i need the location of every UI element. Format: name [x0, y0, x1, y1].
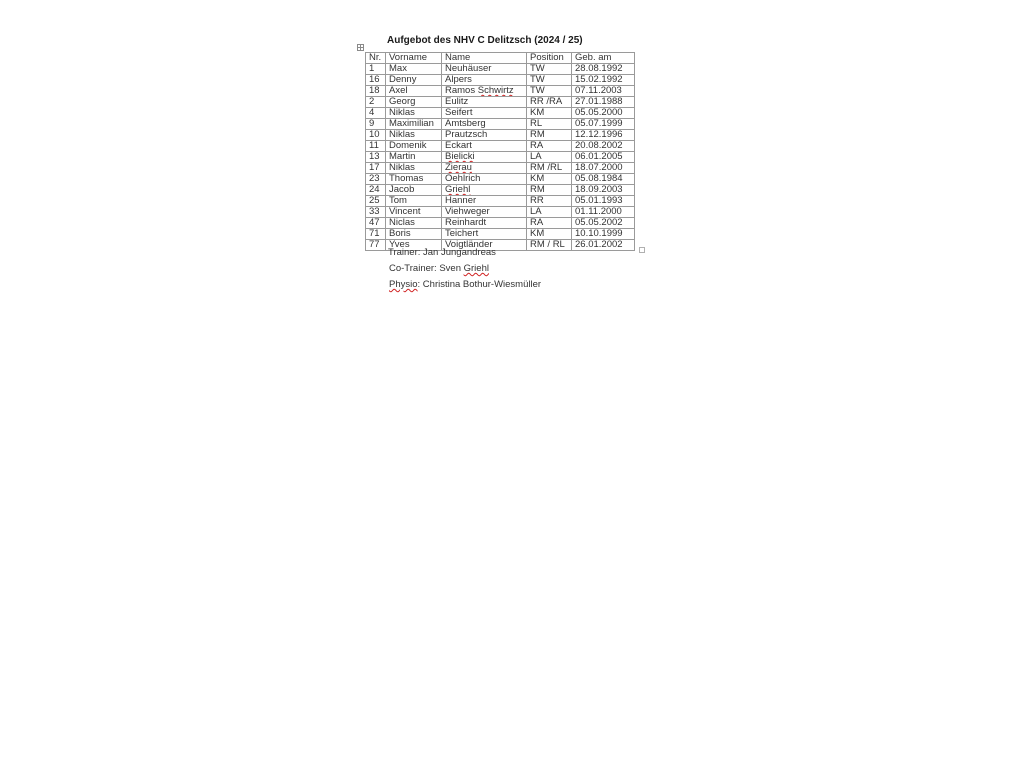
cell-vorname [386, 108, 442, 119]
physio-name: : Christina Bothur-Wiesmüller [417, 279, 542, 290]
cell-position [527, 152, 572, 163]
cell-text: Max [389, 63, 407, 74]
cell-text: TW [530, 74, 545, 85]
cell-text: Georg [389, 96, 416, 107]
cell-name [442, 229, 527, 240]
cell-text: 28.08.1992 [575, 63, 623, 74]
table-row [366, 86, 635, 97]
cell-position [527, 240, 572, 251]
cell-name [442, 163, 527, 174]
table-header-row [366, 53, 635, 64]
header-geb-am: Geb. am [572, 53, 635, 64]
cell-vorname [386, 163, 442, 174]
cell-name [442, 152, 527, 163]
cell-position [527, 75, 572, 86]
table-row [366, 141, 635, 152]
cell-nr [366, 240, 386, 251]
cell-text: RR [530, 195, 544, 206]
table-row [366, 130, 635, 141]
cell-nr [366, 218, 386, 229]
table-row [366, 152, 635, 163]
cell-text: Niklas [389, 162, 415, 173]
cell-text: 05.07.1999 [575, 118, 623, 129]
cell-nr [366, 207, 386, 218]
cell-nr [366, 119, 386, 130]
table-row [366, 97, 635, 108]
cell-text: 77 [369, 239, 380, 250]
cell-text: 24 [369, 184, 380, 195]
cell-geb-am [572, 240, 635, 251]
cell-text: 10.10.1999 [575, 228, 623, 239]
cell-name [442, 207, 527, 218]
table-row [366, 108, 635, 119]
cell-text: 11 [369, 140, 379, 151]
cell-vorname [386, 75, 442, 86]
cell-geb-am [572, 108, 635, 119]
cell-name [442, 64, 527, 75]
cell-text: Seifert [445, 107, 473, 118]
cell-position [527, 108, 572, 119]
document-title: Aufgebot des NHV C Delitzsch (2024 / 25) [387, 35, 583, 46]
cell-text: Axel [389, 85, 408, 96]
cell-vorname [386, 130, 442, 141]
cell-vorname [386, 141, 442, 152]
cell-position [527, 141, 572, 152]
cell-geb-am [572, 196, 635, 207]
cell-name [442, 218, 527, 229]
roster-table [365, 52, 635, 251]
cell-text: 18 [369, 85, 380, 96]
cell-nr [366, 174, 386, 185]
table-row [366, 163, 635, 174]
cell-position [527, 196, 572, 207]
cell-text: Tom [389, 195, 407, 206]
cell-vorname [386, 196, 442, 207]
cell-text: Jacob [389, 184, 415, 195]
cell-position [527, 218, 572, 229]
cell-name [442, 130, 527, 141]
cell-text: Ramos Schwirtz [445, 85, 514, 96]
cell-geb-am [572, 218, 635, 229]
cell-text: 13 [369, 151, 380, 162]
cell-geb-am [572, 97, 635, 108]
cell-text: KM [530, 173, 545, 184]
cell-text: 12.12.1996 [575, 129, 623, 140]
cell-vorname [386, 229, 442, 240]
cell-vorname [386, 97, 442, 108]
table-resize-handle-icon[interactable] [639, 247, 645, 253]
cell-name [442, 196, 527, 207]
cell-text: 07.11.2003 [575, 85, 622, 96]
table-body [366, 64, 635, 251]
cell-text: RM [530, 129, 545, 140]
co-trainer-surname: Griehl [463, 263, 489, 274]
cell-text: Oehlrich [445, 173, 481, 184]
table-move-handle-icon[interactable] [357, 44, 364, 51]
cell-vorname [386, 218, 442, 229]
cell-vorname [386, 152, 442, 163]
table-row [366, 207, 635, 218]
table-row [366, 229, 635, 240]
cell-geb-am [572, 86, 635, 97]
cell-name [442, 174, 527, 185]
cell-geb-am [572, 152, 635, 163]
cell-text: 9 [369, 118, 375, 129]
table-row [366, 196, 635, 207]
cell-geb-am [572, 185, 635, 196]
cell-name [442, 141, 527, 152]
header-nr: Nr. [366, 53, 386, 64]
co-trainer-line [389, 263, 489, 274]
header-name: Name [442, 53, 527, 64]
cell-geb-am [572, 75, 635, 86]
cell-text: RA [530, 217, 544, 228]
cell-geb-am [572, 119, 635, 130]
cell-text: Griehl [445, 184, 471, 195]
cell-nr [366, 75, 386, 86]
cell-nr [366, 130, 386, 141]
trainer-line: Trainer: Jan Jungandreas [388, 247, 496, 258]
cell-text: TW [530, 85, 545, 96]
table-row [366, 218, 635, 229]
cell-text: Vincent [389, 206, 421, 217]
cell-nr [366, 196, 386, 207]
cell-text: Niklas [389, 129, 415, 140]
cell-text: 16 [369, 74, 380, 85]
cell-text: 20.08.2002 [575, 140, 623, 151]
cell-text: Prautzsch [445, 129, 488, 140]
cell-text: LA [530, 151, 542, 162]
cell-vorname [386, 64, 442, 75]
cell-position [527, 64, 572, 75]
cell-text: Alpers [445, 74, 472, 85]
cell-vorname [386, 185, 442, 196]
cell-text: 05.01.1993 [575, 195, 623, 206]
cell-text: Martin [389, 151, 416, 162]
cell-text: 2 [369, 96, 375, 107]
cell-text: 18.07.2000 [575, 162, 623, 173]
cell-position [527, 130, 572, 141]
cell-vorname [386, 174, 442, 185]
cell-position [527, 163, 572, 174]
cell-vorname [386, 119, 442, 130]
cell-text: RL [530, 118, 543, 129]
table-row [366, 174, 635, 185]
cell-name [442, 119, 527, 130]
cell-geb-am [572, 64, 635, 75]
cell-nr [366, 64, 386, 75]
cell-geb-am [572, 229, 635, 240]
cell-text: 47 [369, 217, 380, 228]
cell-position [527, 174, 572, 185]
cell-text: RM [530, 184, 545, 195]
cell-geb-am [572, 163, 635, 174]
cell-text: 27.01.1988 [575, 96, 623, 107]
cell-text: Viehweger [445, 206, 490, 217]
cell-text: KM [530, 107, 545, 118]
cell-text: Zierau [445, 162, 472, 173]
cell-text: Neuhäuser [445, 63, 492, 74]
cell-text: RA [530, 140, 544, 151]
cell-geb-am [572, 130, 635, 141]
cell-text: 26.01.2002 [575, 239, 623, 250]
cell-text: RM / RL [530, 239, 565, 250]
cell-nr [366, 108, 386, 119]
cell-text: 4 [369, 107, 375, 118]
cell-text: 06.01.2005 [575, 151, 623, 162]
cell-position [527, 86, 572, 97]
cell-text: 33 [369, 206, 380, 217]
cell-text: Domenik [389, 140, 427, 151]
cell-text: Reinhardt [445, 217, 487, 228]
cell-text: Hanner [445, 195, 477, 206]
header-vorname: Vorname [386, 53, 442, 64]
table-row [366, 185, 635, 196]
cell-text: Eulitz [445, 96, 469, 107]
cell-name [442, 108, 527, 119]
cell-nr [366, 229, 386, 240]
cell-text: TW [530, 63, 545, 74]
cell-text: Teichert [445, 228, 479, 239]
cell-text: Bielicki [445, 151, 475, 162]
cell-text: Denny [389, 74, 417, 85]
table-row [366, 64, 635, 75]
cell-text: 15.02.1992 [575, 74, 623, 85]
cell-text: 18.09.2003 [575, 184, 623, 195]
cell-geb-am [572, 174, 635, 185]
cell-text: KM [530, 228, 545, 239]
cell-text: Niklas [389, 107, 415, 118]
co-trainer-prefix: Co-Trainer: Sven [389, 263, 464, 274]
cell-text: 71 [369, 228, 380, 239]
cell-text: 05.05.2002 [575, 217, 623, 228]
cell-text: 23 [369, 173, 380, 184]
cell-text: Boris [389, 228, 411, 239]
cell-name [442, 86, 527, 97]
cell-text: 10 [369, 129, 380, 140]
table-row [366, 75, 635, 86]
cell-nr [366, 97, 386, 108]
cell-position [527, 97, 572, 108]
cell-vorname [386, 86, 442, 97]
cell-name [442, 97, 527, 108]
cell-name [442, 185, 527, 196]
cell-position [527, 119, 572, 130]
cell-position [527, 229, 572, 240]
cell-text: RR /RA [530, 96, 563, 107]
cell-nr [366, 141, 386, 152]
cell-text: 17 [369, 162, 380, 173]
physio-line [389, 279, 541, 290]
cell-text: Niclas [389, 217, 415, 228]
cell-vorname [386, 207, 442, 218]
cell-text: Maximilian [389, 118, 434, 129]
cell-text: 05.05.2000 [575, 107, 623, 118]
cell-text: Eckart [445, 140, 472, 151]
cell-nr [366, 185, 386, 196]
cell-name [442, 75, 527, 86]
table-row [366, 119, 635, 130]
cell-text: 01.11.2000 [575, 206, 622, 217]
cell-text: RM /RL [530, 162, 563, 173]
physio-label: Physio [389, 279, 418, 290]
header-position: Position [527, 53, 572, 64]
cell-nr [366, 152, 386, 163]
cell-text: LA [530, 206, 542, 217]
cell-text: 1 [369, 63, 375, 74]
cell-text: 25 [369, 195, 380, 206]
cell-geb-am [572, 207, 635, 218]
cell-text: Thomas [389, 173, 424, 184]
cell-position [527, 185, 572, 196]
cell-geb-am [572, 141, 635, 152]
cell-text: Amtsberg [445, 118, 486, 129]
cell-nr [366, 163, 386, 174]
cell-text: 05.08.1984 [575, 173, 623, 184]
cell-position [527, 207, 572, 218]
cell-text: Voigtländer [445, 239, 493, 250]
cell-nr [366, 86, 386, 97]
cell-text: Yves [389, 239, 410, 250]
